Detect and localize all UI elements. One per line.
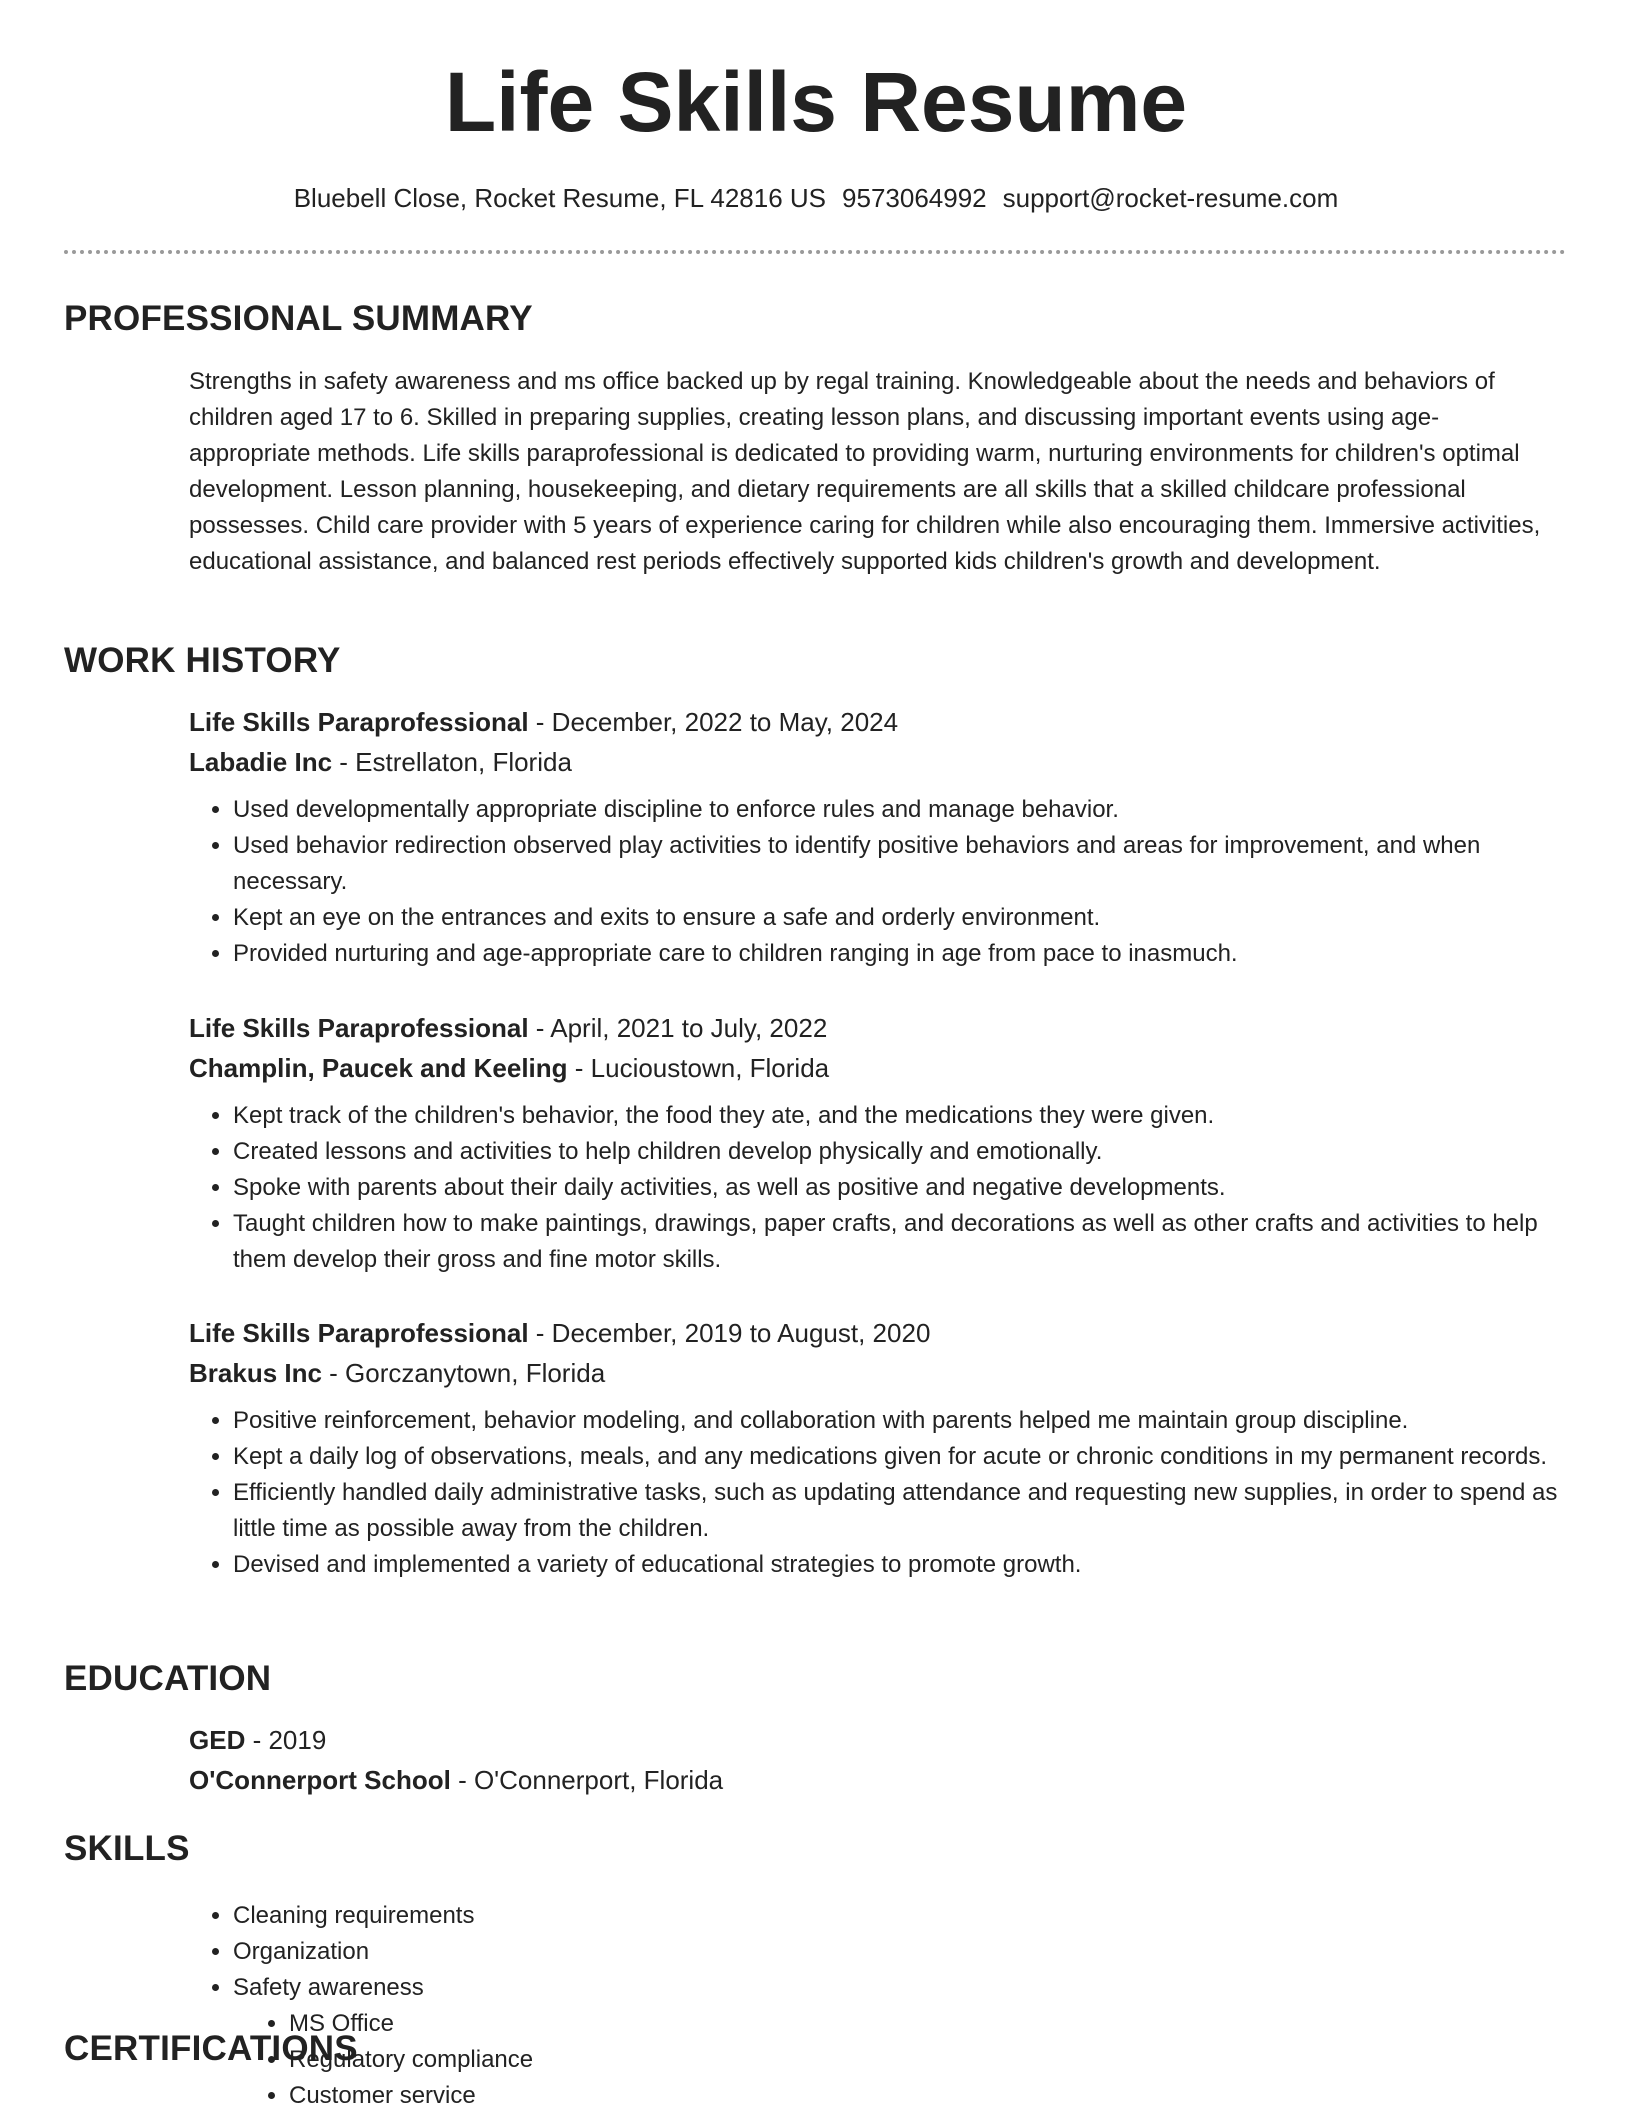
skill-item: • Customer service [289, 2078, 909, 2114]
summary-text: Strengths in safety awareness and ms office backed up by regal training. Knowledgeable about the needs and behaviors of children aged 17 to 6. Skilled in preparing supplies, creating lesson plans, and discussing important events using age-appropriate methods. Life skills paraprofessional is dedicated to providing warm, nurturing environments for children's optimal development. Lesson planning, housekeeping, and dietary requirements are all skills that a skilled childcare professional possesses. Child care provider with 5 years of experience caring for children while also encouraging them. Immersive activities, educational assistance, and balanced rest periods effectively supported kids children's growth and development. [189, 368, 1541, 575]
list-item: • Devised and implemented a variety of educational strategies to promote growth. [233, 1547, 1559, 1583]
job-entry [189, 1008, 1559, 1278]
job-bullets [189, 792, 1559, 972]
header-divider [64, 250, 1566, 254]
email: support@rocket-resume.com [1002, 183, 1339, 213]
skills-list [189, 1898, 1559, 2114]
section-title-work-history: WORK HISTORY [64, 641, 341, 680]
contact-line [0, 180, 1632, 216]
job-company-line [189, 742, 1559, 782]
skill-item: • Regulatory compliance [289, 2042, 909, 2078]
skill-item: • Cleaning requirements [233, 1898, 853, 1934]
job-dates: - April, 2021 to July, 2022 [528, 1013, 828, 1043]
job-company: Labadie Inc [189, 747, 333, 777]
skill-item: • MS Office [289, 2006, 909, 2042]
education-year: - 2019 [245, 1725, 327, 1755]
job-location: - Gorczanytown, Florida [321, 1358, 606, 1388]
list-item: • Kept an eye on the entrances and exits to ensure a safe and orderly environment. [233, 900, 1559, 936]
resume-name: Life Skills Resume [444, 55, 1188, 149]
job-location: - Estrellaton, Florida [332, 747, 572, 777]
education-location: - O'Connerport, Florida [450, 1765, 724, 1795]
job-company-line [189, 1048, 1559, 1088]
list-item: • Positive reinforcement, behavior modeling, and collaboration with parents helped me maintain group discipline. [233, 1403, 1559, 1439]
job-title-line [189, 702, 1559, 742]
phone: 9573064992 [842, 183, 987, 213]
list-item: • Kept a daily log of observations, meals, and any medications given for acute or chronic conditions in my permanent records. [233, 1439, 1559, 1475]
section-title-summary: PROFESSIONAL SUMMARY [64, 299, 533, 338]
list-item: • Created lessons and activities to help children develop physically and emotionally. [233, 1134, 1559, 1170]
list-item: • Kept track of the children's behavior, the food they ate, and the medications they were given. [233, 1098, 1559, 1134]
job-company: Brakus Inc [189, 1358, 322, 1388]
list-item: • Spoke with parents about their daily activities, as well as positive and negative developments. [233, 1170, 1559, 1206]
list-item: • Efficiently handled daily administrative tasks, such as updating attendance and requesting new supplies, in order to spend as little time as possible away from the children. [233, 1475, 1559, 1547]
job-entry [189, 1313, 1559, 1583]
section-title-skills: SKILLS [64, 1829, 190, 1868]
skill-item: • Safety awareness [233, 1970, 853, 2006]
job-role: Life Skills Paraprofessional [189, 1013, 529, 1043]
list-item: • Taught children how to make paintings, drawings, paper crafts, and decorations as well as other crafts and activities to help them develop their gross and fine motor skills. [233, 1206, 1559, 1278]
job-company-line [189, 1353, 1559, 1393]
list-item: • Provided nurturing and age-appropriate care to children ranging in age from pace to inasmuch. [233, 936, 1559, 972]
education-degree-line [189, 1720, 1559, 1760]
job-role: Life Skills Paraprofessional [189, 1318, 529, 1348]
job-company: Champlin, Paucek and Keeling [189, 1053, 568, 1083]
education-school: O'Connerport School [189, 1765, 451, 1795]
job-bullets [189, 1098, 1559, 1278]
job-dates: - December, 2019 to August, 2020 [528, 1318, 931, 1348]
job-entry [189, 702, 1559, 972]
job-role: Life Skills Paraprofessional [189, 707, 529, 737]
education-school-line [189, 1760, 1559, 1800]
section-title-certifications: CERTIFICATIONS [64, 2029, 358, 2068]
list-item: • Used developmentally appropriate discipline to enforce rules and manage behavior. [233, 792, 1559, 828]
job-bullets [189, 1403, 1559, 1583]
education-entry [189, 1720, 1559, 1800]
skill-item: • Organization [233, 1934, 853, 1970]
education-degree: GED [189, 1725, 246, 1755]
job-dates: - December, 2022 to May, 2024 [528, 707, 899, 737]
section-title-education: EDUCATION [64, 1659, 272, 1698]
list-item: • Used behavior redirection observed play activities to identify positive behaviors and areas for improvement, and when necessary. [233, 828, 1559, 900]
job-title-line [189, 1313, 1559, 1353]
skills-column-left [189, 1898, 853, 2006]
job-title-line [189, 1008, 1559, 1048]
address: Bluebell Close, Rocket Resume, FL 42816 US [293, 183, 827, 213]
job-location: - Lucioustown, Florida [567, 1053, 830, 1083]
